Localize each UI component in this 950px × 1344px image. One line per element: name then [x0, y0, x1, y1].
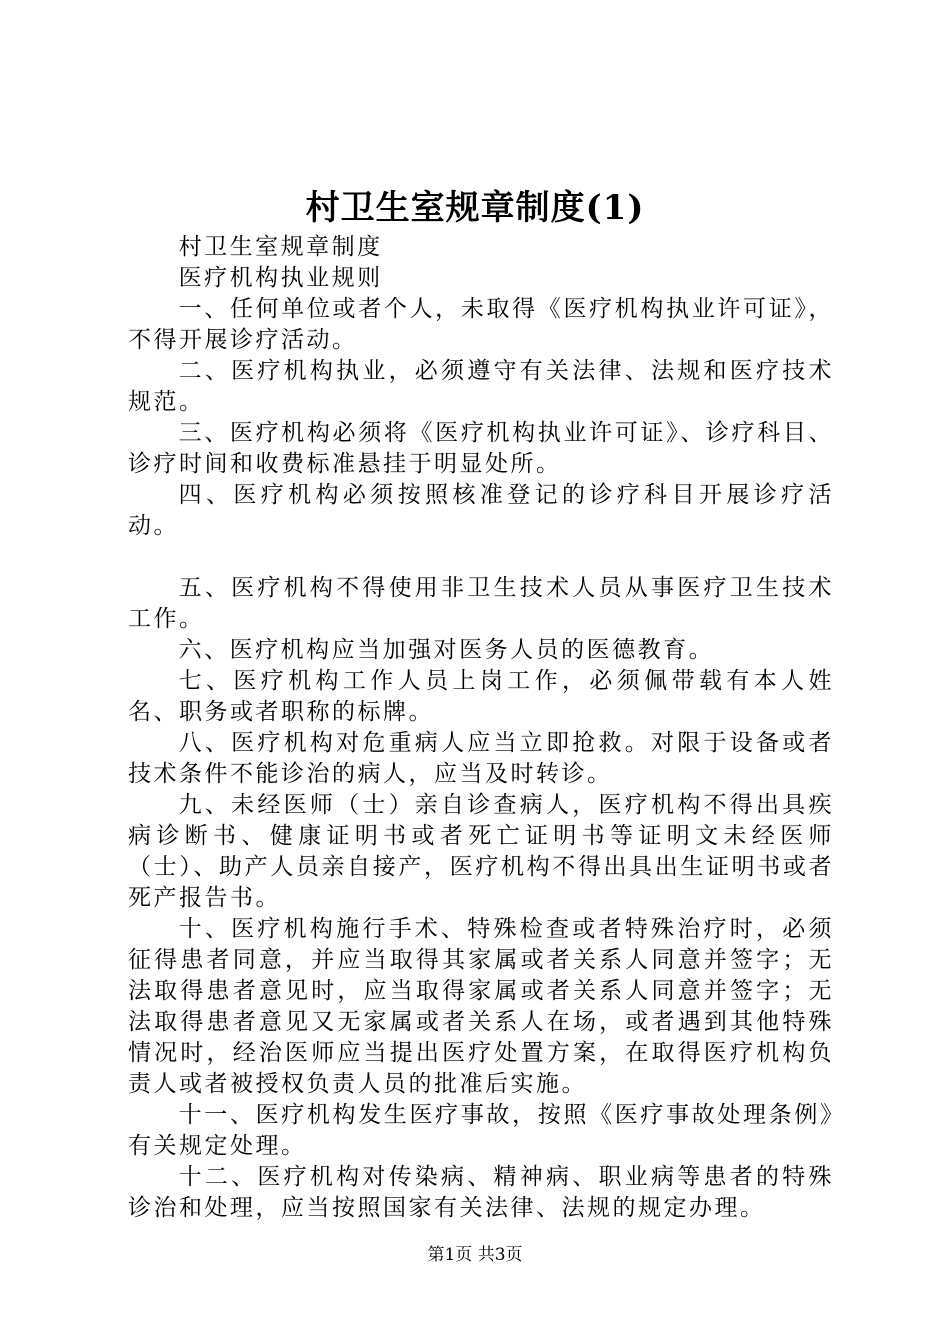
paragraph-rule-1: 一、任何单位或者个人，未取得《医疗机构执业许可证》，不得开展诊疗活动。 — [128, 296, 834, 353]
paragraph-rule-10: 十、医疗机构施行手术、特殊检查或者特殊治疗时，必须征得患者同意，并应当取得其家属或者关系人同意并签字；无法取得患者意见时，应当取得家属或者关系人同意并签字；无法取得患者意见又无家属或者关系人在场，或者遇到其他特殊情况时，经治医师应当提出医疗处置方案，在取得医疗机构负责人或者被授权负责人员的批准后实施。 — [128, 916, 834, 1097]
paragraph-rule-8: 八、医疗机构对危重病人应当立即抢救。对限于设备或者技术条件不能诊治的病人，应当及时转诊。 — [128, 730, 834, 787]
document-title: 村卫生室规章制度(1) — [305, 188, 645, 228]
paragraph-rule-4: 四、医疗机构必须按照核准登记的诊疗科目开展诊疗活动。 — [128, 482, 834, 539]
document-body — [128, 232, 834, 1224]
paragraph-subtitle: 村卫生室规章制度 — [178, 234, 383, 260]
paragraph-section-heading: 医疗机构执业规则 — [178, 265, 383, 291]
paragraph-rule-2: 二、医疗机构执业，必须遵守有关法律、法规和医疗技术规范。 — [128, 358, 834, 415]
paragraph-rule-6: 六、医疗机构应当加强对医务人员的医德教育。 — [178, 637, 715, 663]
paragraph-rule-9: 九、未经医师（士）亲自诊查病人，医疗机构不得出具疾病诊断书、健康证明书或者死亡证明书等证明文未经医师（士）、助产人员亲自接产，医疗机构不得出具出生证明书或者死产报告书。 — [128, 792, 834, 911]
paragraph-rule-7: 七、医疗机构工作人员上岗工作，必须佩带载有本人姓名、职务或者职称的标牌。 — [128, 668, 834, 725]
paragraph-rule-12: 十二、医疗机构对传染病、精神病、职业病等患者的特殊诊治和处理，应当按照国家有关法律、法规的规定办理。 — [128, 1164, 834, 1221]
paragraph-rule-5: 五、医疗机构不得使用非卫生技术人员从事医疗卫生技术工作。 — [128, 575, 834, 632]
page-number-footer: 第1页 共3页 — [427, 1245, 523, 1265]
paragraph-rule-11: 十一、医疗机构发生医疗事故，按照《医疗事故处理条例》有关规定处理。 — [128, 1102, 834, 1159]
paragraph-rule-3: 三、医疗机构必须将《医疗机构执业许可证》、诊疗科目、诊疗时间和收费标准悬挂于明显处所。 — [128, 420, 834, 477]
